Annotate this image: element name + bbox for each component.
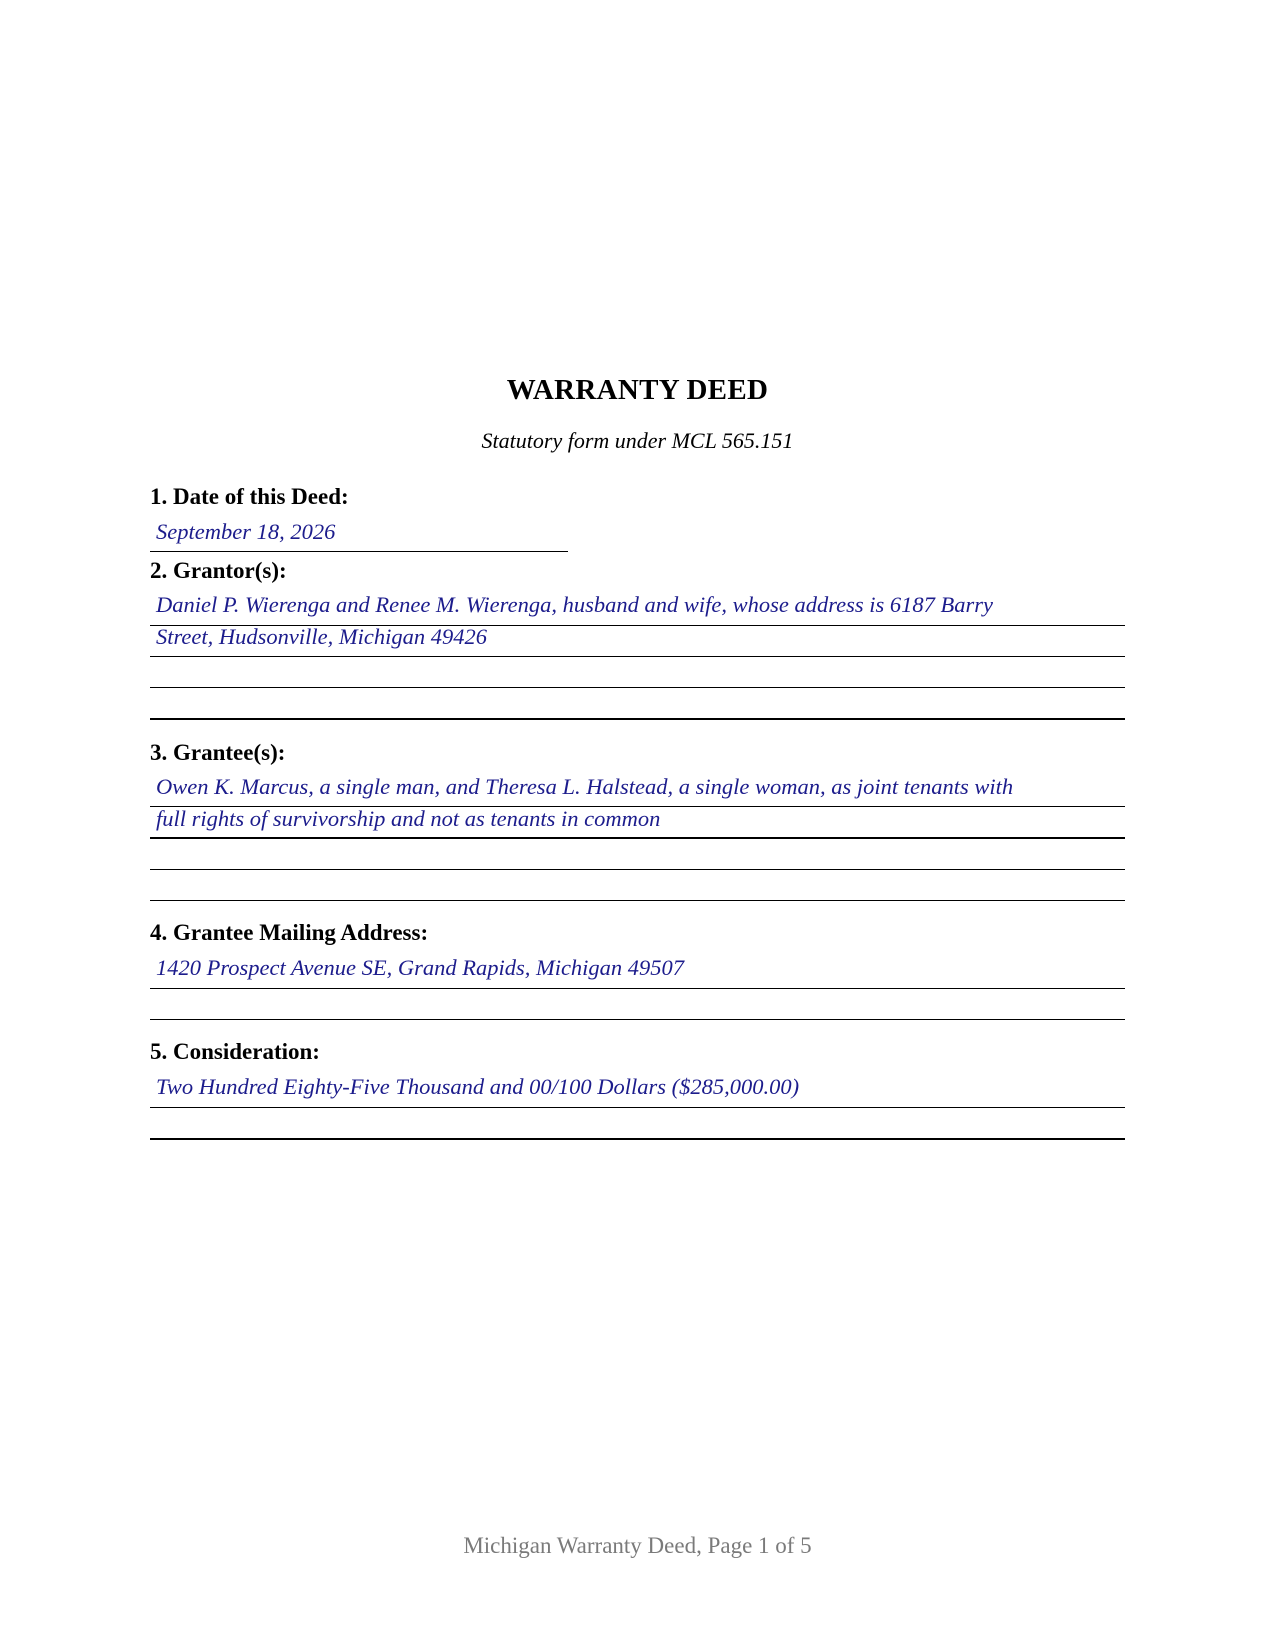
grantee-line-2[interactable]: full rights of survivorship and not as tenants in common [156,806,661,831]
mailing-address-rule-2 [150,1019,1125,1020]
grantee-rule-3 [150,869,1125,870]
consideration-line-1[interactable]: Two Hundred Eighty-Five Thousand and 00/100 Dollars ($285,000.00) [156,1074,800,1099]
page-subtitle: Statutory form under MCL 565.151 [481,428,794,453]
grantor-line-1[interactable]: Daniel P. Wierenga and Renee M. Wierenga, husband and wife, whose address is 6187 Barry [156,592,993,617]
date-label: 1. Date of this Deed: [150,484,349,509]
grantor-label: 2. Grantor(s): [150,558,287,583]
grantee-rule-4 [150,900,1125,901]
mailing-address-rule-1 [150,988,1125,989]
grantor-rule-4 [150,718,1125,720]
date-rule [150,551,568,552]
mailing-address-label: 4. Grantee Mailing Address: [150,920,429,945]
consideration-rule-1 [150,1107,1125,1108]
grantor-rule-3 [150,687,1125,688]
consideration-label: 5. Consideration: [150,1039,320,1064]
grantee-line-1[interactable]: Owen K. Marcus, a single man, and Theresa L. Halstead, a single woman, as joint tenants with [156,774,1014,799]
grantor-line-2[interactable]: Street, Hudsonville, Michigan 49426 [156,624,487,649]
grantee-label: 3. Grantee(s): [150,740,286,765]
grantor-rule-2 [150,656,1125,657]
date-value[interactable]: September 18, 2026 [156,519,336,544]
mailing-address-line-1[interactable]: 1420 Prospect Avenue SE, Grand Rapids, Michigan 49507 [156,955,685,980]
consideration-rule-2 [150,1138,1125,1140]
grantee-rule-2 [150,837,1125,839]
page-title: WARRANTY DEED [506,374,769,406]
page-footer: Michigan Warranty Deed, Page 1 of 5 [463,1533,812,1558]
